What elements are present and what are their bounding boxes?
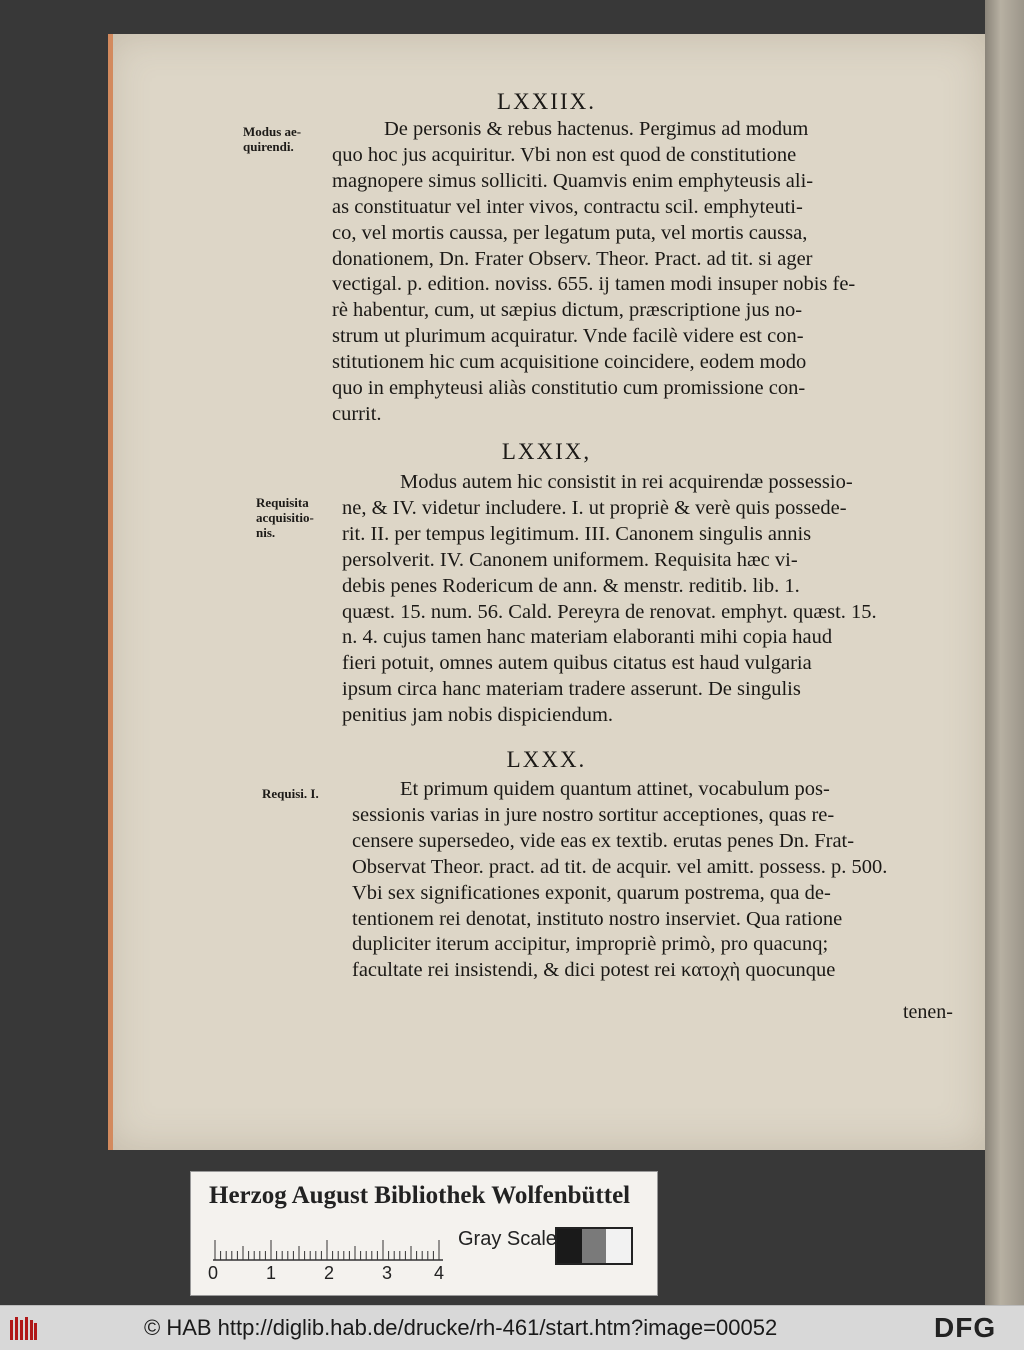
text-line: rè habentur, cum, ut sæpius dictum, præscriptione jus no- — [332, 299, 803, 322]
dfg-logo: DFG — [934, 1312, 997, 1343]
library-name: Herzog August Bibliothek Wolfenbüttel — [209, 1182, 631, 1209]
text-line: co, vel mortis caussa, per legatum puta, vel mortis caussa, — [332, 221, 808, 244]
text-line: rit. II. per tempus legitimum. III. Canonem singulis annis — [342, 522, 812, 545]
text-line: stitutionem hic cum acquisitione coincidere, eodem modo — [332, 351, 807, 374]
text-line: as constituatur vel inter vivos, contractu scil. emphyteuti- — [332, 195, 803, 218]
source-link[interactable]: © HAB http://diglib.hab.de/drucke/rh-461/start.htm?image=00052 — [144, 1315, 778, 1340]
text-line: Modus autem hic consistit in rei acquirendæ possessio- — [400, 471, 853, 493]
ruler-number: 3 — [382, 1263, 393, 1283]
text-line: magnopere simus solliciti. Quamvis enim emphyteusis ali- — [332, 169, 814, 192]
text-line: ne, & IV. videtur includere. I. ut propriè & verè quis possede- — [342, 496, 847, 519]
text-line: censere supersedeo, vide eas ex textib. erutas penes Dn. Frat- — [352, 829, 855, 852]
ruler-number: 4 — [434, 1263, 445, 1283]
paragraph-2 — [342, 470, 960, 729]
text-line: Vbi sex significationes exponit, quarum postrema, qua de- — [352, 881, 831, 904]
text-line: n. 4. cujus tamen hanc materiam elaboranti mihi copia haud — [342, 626, 833, 649]
section-heading-2: LXXIX, — [501, 439, 592, 464]
text-line: tentionem rei denotat, instituto nostro inserviet. Qua ratione — [352, 907, 843, 930]
text-line: dupliciter iterum accipitur, impropriè primò, pro quacunq; — [352, 933, 829, 956]
adjacent-page-edge — [985, 0, 1024, 1305]
text-line: sessionis varias in jure nostro sortitur acceptiones, quas re- — [352, 803, 835, 826]
paragraph-1 — [332, 117, 948, 428]
gray-scale-swatches — [555, 1227, 633, 1265]
gray-swatch — [582, 1229, 607, 1263]
text-line: currit. — [332, 402, 382, 425]
text-line: debis penes Rodericum de ann. & menstr. reditib. lib. 1. — [342, 574, 800, 597]
margin-note-3: Requisi. I. — [262, 786, 319, 801]
text-line: facultate rei insistendi, & dici potest rei κατοχὴ quocunque — [352, 959, 836, 982]
page-edge — [108, 34, 113, 1150]
hab-logo-icon — [8, 1314, 38, 1342]
text-line: De personis & rebus hactenus. Pergimus ad modum — [384, 118, 809, 140]
text-line: quo hoc jus acquiritur. Vbi non est quod de constitutione — [332, 143, 797, 166]
text-line: penitius jam nobis dispiciendum. — [342, 704, 614, 727]
section-heading-3: LXXX. — [506, 747, 587, 772]
ruler-number: 1 — [266, 1263, 277, 1283]
section-heading-1: LXXIIX. — [497, 89, 596, 114]
ruler-numbers — [208, 1263, 448, 1285]
viewer-footer — [0, 1305, 1024, 1350]
text-line: strum ut plurimum acquiratur. Vnde facilè videre est con- — [332, 325, 804, 348]
text-line: Et primum quidem quantum attinet, vocabulum pos- — [400, 778, 830, 800]
ruler-number: 2 — [324, 1263, 335, 1283]
gray-scale-label: Gray Scale — [458, 1228, 557, 1250]
gray-swatch — [606, 1229, 631, 1263]
text-line: quæst. 15. num. 56. Cald. Pereyra de renovat. emphyt. quæst. 15. — [342, 600, 877, 623]
ruler-number: 0 — [208, 1263, 219, 1283]
text-line: fieri potuit, omnes autem quibus citatus est haud vulgaria — [342, 652, 812, 675]
margin-note-2: Requisita acquisitio- nis. — [256, 495, 314, 540]
ruler-icon — [213, 1225, 443, 1261]
paragraph-3 — [352, 777, 964, 984]
color-reference-card — [190, 1171, 658, 1296]
text-line: Observat Theor. pract. ad tit. de acquir. vel amitt. possess. p. 500. — [352, 855, 888, 878]
margin-note-1: Modus ae- quirendi. — [243, 124, 302, 154]
text-line: ipsum circa hanc materiam tradere asserunt. De singulis — [342, 678, 801, 701]
catchword: tenen- — [903, 1001, 953, 1023]
gray-swatch — [557, 1229, 582, 1263]
text-line: persolverit. IV. Canonem uniformem. Requisita hæc vi- — [342, 548, 798, 571]
text-line: donationem, Dn. Frater Observ. Theor. Pract. ad tit. si ager — [332, 247, 813, 270]
text-line: vectigal. p. edition. noviss. 655. ij tamen modi insuper nobis fe- — [332, 273, 856, 296]
text-line: quo in emphyteusi aliàs constitutio cum promissione con- — [332, 377, 806, 400]
